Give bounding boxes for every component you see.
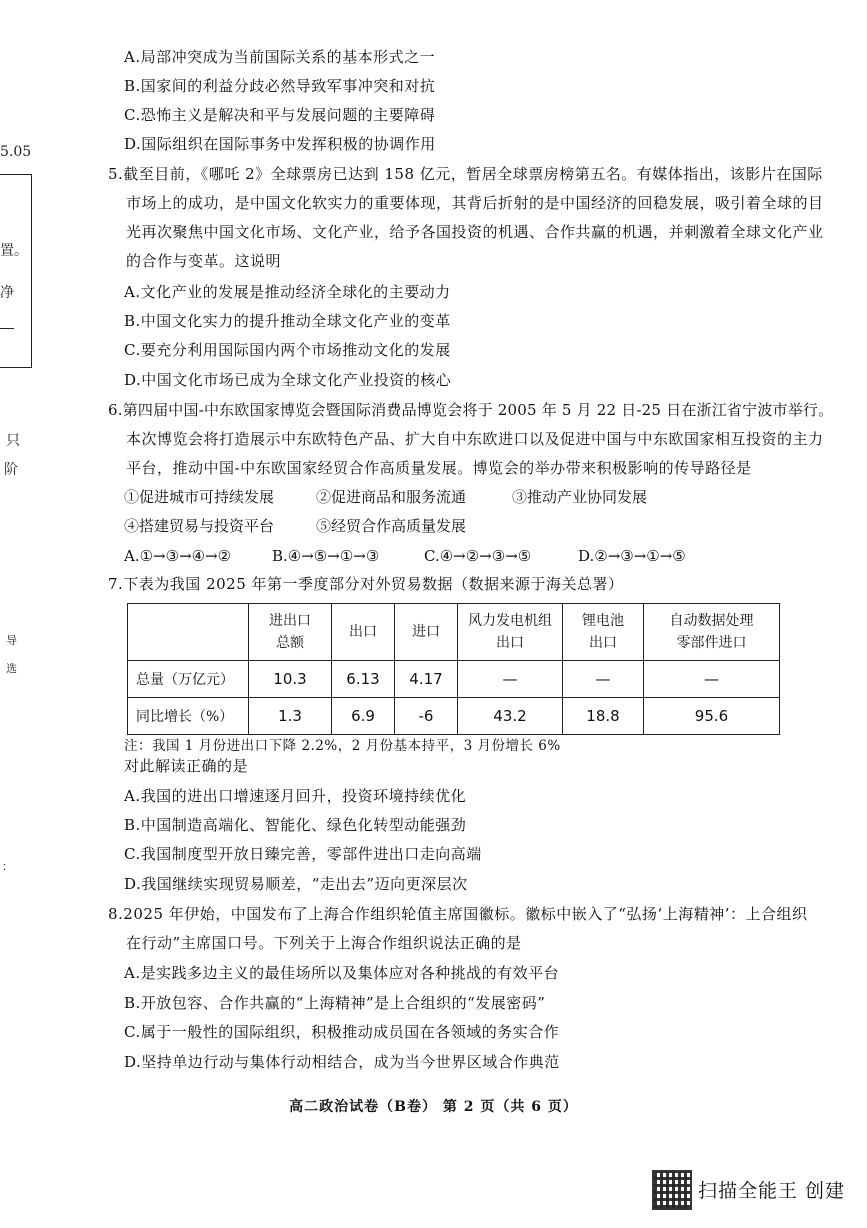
q7-ask: 对此解读正确的是 — [124, 757, 249, 775]
qr-code-icon — [652, 1170, 692, 1210]
q5-stem-line: 光再次聚焦中国文化市场、文化产业，给予各国投资的机遇、合作共赢的机遇，并刺激着全球文化产业 — [126, 223, 824, 241]
q4-option-a: A.局部冲突成为当前国际关系的基本形式之一 — [124, 48, 436, 66]
margin-fragment: 只 — [6, 433, 20, 449]
q6-stem-line: 本次博览会将打造展示中东欧特色产品、扩大自中东欧进口以及促进中国与中东欧国家相互投资的主力 — [126, 430, 824, 448]
q8-stem-line: 在行动”主席国口号。下列关于上海合作组织说法正确的是 — [126, 934, 522, 952]
table-cell: -6 — [395, 698, 458, 735]
table-header-cell — [332, 604, 395, 661]
header-text: 自动数据处理 — [669, 613, 754, 629]
q6-option-b: B.④→⑤→①→③ — [272, 547, 380, 565]
table-header-cell — [128, 604, 249, 661]
margin-fragment: 阶 — [4, 462, 18, 478]
table-cell: 1.3 — [249, 698, 332, 735]
page-footer: 高二政治试卷（B卷） 第 2 页（共 6 页） — [289, 1099, 578, 1115]
margin-frame — [0, 174, 32, 368]
header-text: 出口 — [589, 635, 617, 651]
table-cell: 4.17 — [395, 661, 458, 698]
q4-option-b: B.国家间的利益分歧必然导致军事冲突和对抗 — [124, 77, 436, 95]
margin-fragment: 置。 — [0, 243, 28, 259]
table-cell: — — [458, 661, 563, 698]
margin-fragment: 净 — [0, 285, 14, 301]
margin-fragment: 选 — [6, 662, 17, 675]
q5-option-c: C.要充分利用国际国内两个市场推动文化的发展 — [124, 341, 451, 359]
q7-option-d: D.我国继续实现贸易顺差，“走出去”迈向更深层次 — [124, 875, 468, 893]
q5-option-d: D.中国文化市场已成为全球文化产业投资的核心 — [124, 371, 452, 389]
q6-item-2: ②促进商品和服务流通 — [316, 488, 467, 506]
table-cell: — — [644, 661, 780, 698]
row-label: 总量（万亿元） — [128, 661, 249, 698]
q6-option-c: C.④→②→③→⑤ — [424, 547, 532, 565]
q5-stem-line: 市场上的成功，是中国文化软实力的重要体现，其背后折射的是中国经济的回稳发展，吸引着全球的目 — [126, 194, 824, 212]
header-text: 零部件进口 — [676, 635, 747, 651]
table-header-cell — [249, 604, 332, 661]
table-header-cell — [644, 604, 780, 661]
q7-stem: 7.下表为我国 2025 年第一季度部分对外贸易数据（数据来源于海关总署） — [108, 575, 624, 593]
q8-option-a: A.是实践多边主义的最佳场所以及集体应对各种挑战的有效平台 — [124, 964, 560, 982]
margin-date: 5.05 — [0, 144, 32, 160]
header-text: 出口 — [349, 624, 377, 640]
q7-option-c: C.我国制度型开放日臻完善，零部件进出口走向高端 — [124, 845, 482, 863]
table-cell: 10.3 — [249, 661, 332, 698]
table-cell: 6.13 — [332, 661, 395, 698]
header-text: 总额 — [276, 635, 304, 651]
table-cell: 43.2 — [458, 698, 563, 735]
q5-option-b: B.中国文化实力的提升推动全球文化产业的变革 — [124, 312, 451, 330]
q5-stem-line: 的合作与变革。这说明 — [126, 252, 282, 270]
header-text: 进出口 — [269, 613, 311, 629]
q6-item-3: ③推动产业协同发展 — [512, 488, 648, 506]
header-text: 锂电池 — [582, 613, 624, 629]
table-row — [128, 698, 780, 735]
watermark-text: 扫描全能王 创建 — [698, 1180, 846, 1202]
header-text: 进口 — [412, 624, 440, 640]
table-cell: — — [563, 661, 644, 698]
row-label: 同比增长（%） — [128, 698, 249, 735]
q6-stem-line: 平台，推动中国-中东欧国家经贸合作高质量发展。博览会的举办带来积极影响的传导路径是 — [126, 459, 752, 477]
header-text: 风力发电机组 — [468, 613, 552, 629]
q6-item-1: ①促进城市可持续发展 — [124, 488, 275, 506]
margin-divider — [0, 328, 14, 329]
table-header-row — [128, 604, 780, 661]
q6-item-5: ⑤经贸合作高质量发展 — [316, 517, 467, 535]
margin-fragment: ： — [2, 860, 13, 873]
table-row — [128, 661, 780, 698]
q6-stem-line: 6.第四届中国-中东欧国家博览会暨国际消费品博览会将于 2005 年 5 月 22 日-25 日在浙江省宁波市举行。 — [108, 401, 834, 419]
table-header-cell — [395, 604, 458, 661]
q8-option-d: D.坚持单边行动与集体行动相结合，成为当今世界区域合作典范 — [124, 1053, 560, 1071]
q5-option-a: A.文化产业的发展是推动经济全球化的主要动力 — [124, 283, 451, 301]
trade-data-table — [127, 603, 780, 735]
table-cell: 95.6 — [644, 698, 780, 735]
table-header-cell — [563, 604, 644, 661]
table-cell: 6.9 — [332, 698, 395, 735]
q4-option-c: C.恐怖主义是解决和平与发展问题的主要障碍 — [124, 106, 436, 124]
margin-fragment: 导 — [6, 634, 17, 647]
table-header-cell — [458, 604, 563, 661]
header-text: 出口 — [496, 635, 524, 651]
q4-option-d: D.国际组织在国际事务中发挥积极的协调作用 — [124, 135, 436, 153]
q8-option-c: C.属于一般性的国际组织，积极推动成员国在各领域的务实合作 — [124, 1023, 560, 1041]
q8-option-b: B.开放包容、合作共赢的“上海精神”是上合组织的“发展密码” — [124, 994, 546, 1012]
table-cell: 18.8 — [563, 698, 644, 735]
q7-option-b: B.中国制造高端化、智能化、绿色化转型动能强劲 — [124, 816, 467, 834]
q6-option-a: A.①→③→④→② — [124, 547, 232, 565]
q7-note: 注：我国 1 月份进出口下降 2.2%，2 月份基本持平，3 月份增长 6% — [124, 738, 561, 754]
q7-option-a: A.我国的进出口增速逐月回升，投资环境持续优化 — [124, 787, 467, 805]
q8-stem-line: 8.2025 年伊始，中国发布了上海合作组织轮值主席国徽标。徽标中嵌入了“弘扬‘上海精神’：上合组织 — [108, 905, 808, 923]
q5-stem-line: 5.截至目前，《哪吒 2》全球票房已达到 158 亿元，暂居全球票房榜第五名。有媒体指出，该影片在国际 — [108, 165, 823, 183]
q6-option-d: D.②→③→①→⑤ — [578, 547, 686, 565]
q6-item-4: ④搭建贸易与投资平台 — [124, 517, 275, 535]
